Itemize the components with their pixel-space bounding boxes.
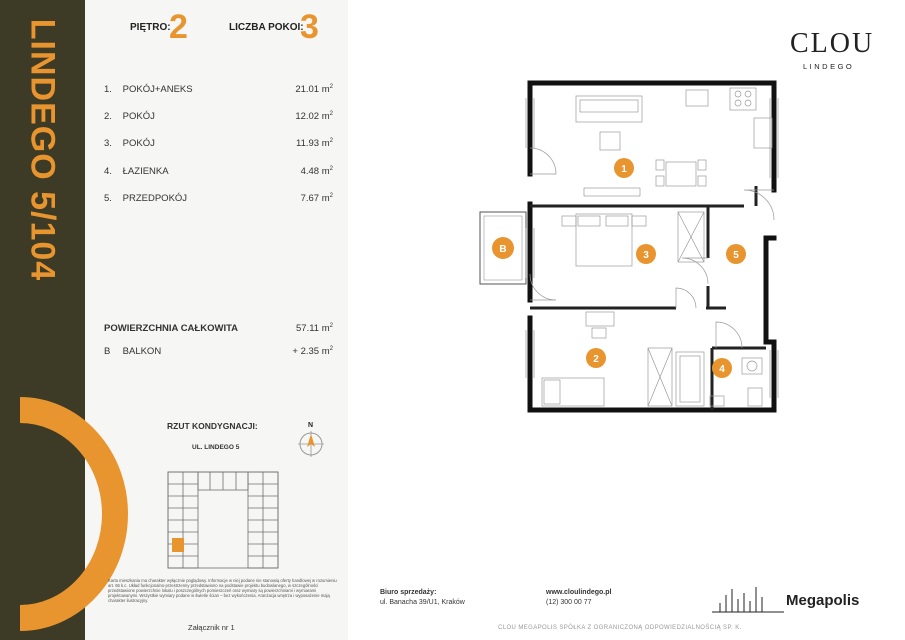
disclaimer: Karta mieszkania ma charakter wyłącznie poglądowy. Informacje w niej podane nie stanowią oferty handlowej w rozumieniu art. 66 k.c. Układ funkcjonalno-przestrzenny przedstawiono na podstawie projektu budowlanego, w szczególności przedstawione powierzchnie lokalu i poszczególnych pomieszczeń oraz wymiary są powierzchniami i wymiarami projektowanymi. Wszystkie wymiary podane w świetle ścian – bez wykończenia. Aranżacja wnętrza i wyposażenie mają charakter ilustracyjny. [108,578,337,603]
room-row [104,166,333,177]
sales-office-address: ul. Banacha 39/U1, Kraków [380,599,465,606]
annex-label: Załącznik nr 1 [188,623,235,632]
room-area: 11.93 $m^2$ [296,138,333,150]
room-no: 2. [104,111,112,122]
room-row [104,84,333,95]
room-marker-label: 1 [621,164,627,175]
room-no: 3. [104,138,112,149]
room-name: POKÓJ+ANEKS [122,84,193,95]
skyline-icon [712,585,784,613]
balcony-label: BALKON [122,346,162,357]
compass-icon [297,430,327,464]
room-marker-label: 4 [719,364,725,375]
website-link[interactable]: www.cloulindego.pl [546,589,612,596]
room-marker-label: 5 [733,250,739,261]
room-name: POKÓJ [122,138,155,149]
building-keyplan [160,462,290,580]
company-name: CLOU MEGAPOLIS SPÓŁKA Z OGRANICZONĄ ODPOWIEDZIALNOŚCIĄ SP. K. [498,625,742,631]
compass-n: N [308,422,314,429]
room-marker-label: 2 [593,354,599,365]
room-row [104,138,333,149]
brand-logo: CLOU [790,28,875,59]
phone-number: (12) 300 00 77 [546,599,592,606]
balcony-code: B [104,346,111,357]
sales-office-label: Biuro sprzedaży: [380,589,437,596]
room-row [104,193,333,204]
room-marker-label: B [499,244,507,255]
room-name: POKÓJ [122,111,155,122]
rooms-label: LICZBA POKOI: [229,22,304,33]
brand-sub: LINDEGO [803,62,855,71]
balcony-row [104,346,333,357]
keyplan-highlight [172,538,184,552]
room-area: 4.48 $m^2$ [300,166,333,178]
room-no: 1. [104,84,112,95]
balcony-area: + 2.35 $m^2$ [292,346,333,358]
floor-plan-title: RZUT KONDYGNACJI: [167,421,258,431]
developer-logo: Megapolis [786,592,860,609]
room-row [104,111,333,122]
street-label: UL. LINDEGO 5 [192,444,240,451]
room-name: ŁAZIENKA [122,166,169,177]
total-area-row [104,323,333,334]
total-area: 57.11 $m^2$ [296,323,333,335]
floor-label: PIĘTRO: [130,22,171,33]
total-label: POWIERZCHNIA CAŁKOWITA [104,323,239,334]
rooms-value: 3 [300,8,319,46]
sales-office [380,588,465,608]
room-name: PRZEDPOKÓJ [122,193,188,204]
compass [297,422,327,462]
floor-plan [499,78,786,418]
room-no: 5. [104,193,112,204]
room-area: 7.67 $m^2$ [300,193,333,205]
side-band [0,0,85,640]
room-marker-label: 3 [643,250,649,261]
room-area: 21.01 $m^2$ [295,84,333,96]
apartment-title: LINDEGO 5/104 [23,18,62,282]
contact [546,588,611,608]
room-no: 4. [104,166,112,177]
floor-value: 2 [169,8,188,46]
room-area: 12.02 $m^2$ [295,111,333,123]
